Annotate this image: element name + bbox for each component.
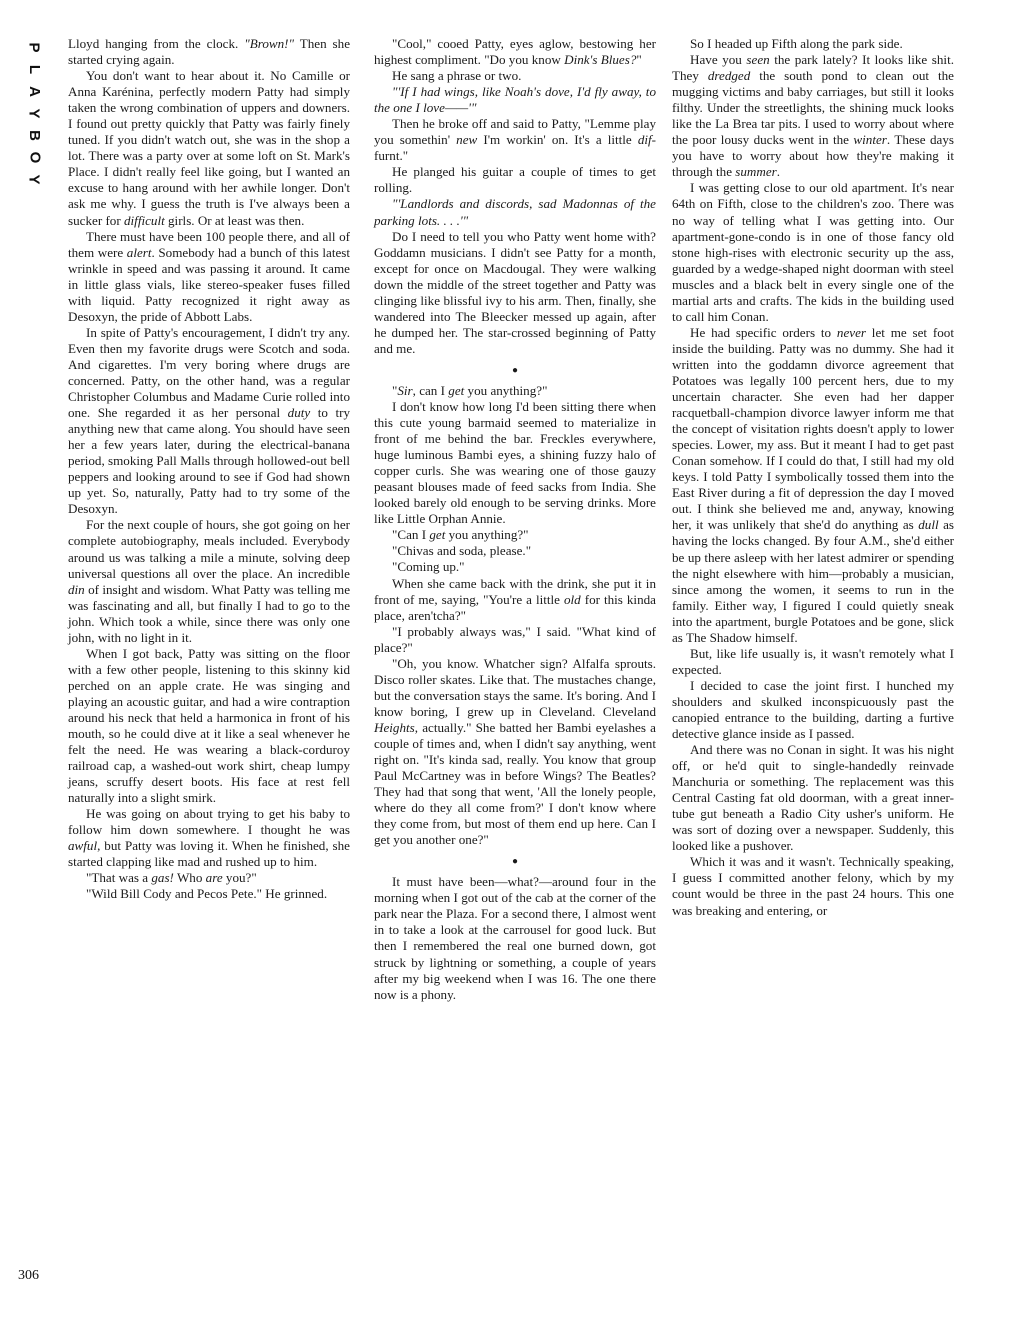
paragraph: "Sir, can I get you anything?" (392, 382, 548, 398)
paragraph: In spite of Patty's encouragement, I didn't try any. Even then my favorite drugs were Scotch and soda. And cigarettes. I'm very boring where drugs are concerned. Patty, on the other hand, was a regular Christopher Columbus and Madame Curie rolled into one. She regarded it as her personal duty to try anything new that came along. You should have seen her a few years later, during the electrical-banana period, smoking Pall Malls through hollowed-out bell peppers and looking around to see if God had shown up yet. So, naturally, Patty had to try some of the Desoxyn. (68, 324, 350, 517)
paragraph: I decided to case the joint first. I hunched my shoulders and skulked inconspicuously past the canopied entrance to the building, darting a furtive detective glance inside as I passed. (672, 677, 954, 742)
page-number: 306 (18, 1268, 39, 1283)
paragraph: "Chivas and soda, please." (392, 543, 532, 559)
paragraph: He had specific orders to never let me set foot inside the building. Patty was no dummy. She had it written into the goddamn divorce agreement that Potatoes was legally 100 percent hers, due to my uncertain character. She even had her dapper racquetball-champion divorce lawyer inform me that the concept of visitation rights doesn't apply to lower species. Lower, my ass. But it meant I had to get past Conan somehow. If I could do that, I still had my old keys. I told Patty I symbolically tossed them into the East River during a fit of depression the day I moved out. I think she believed me and, anyway, knowing her, it was unlikely that she'd do anything as dull as having the locks changed. By four A.M., she'd either be up there asleep with her latest admirer or spending the night elsewhere with him—probably a musician, since among the women, it seems to run in the family. Either way, I figured I could quietly sneak into the apartment, burgle Potatoes and be gone, slick as The Shadow himself. (672, 324, 954, 645)
paragraph: When I got back, Patty was sitting on the floor with a few other people, listening to this skinny kid perched on an apple crate. He was singing and playing an acoustic guitar, and had a wire contraption around his neck that held a harmonica in front of his mouth, so he could dive at it like a seal whenever he felt the need. He was wearing a black-corduroy railroad cap, a washed-out work shirt, cheap lumpy jeans, scruffy desert boots. His face at rest fell naturally into a slight smirk. (68, 645, 350, 806)
paragraph: When she came back with the drink, she put it in front of me, saying, "You're a little old for this kinda place, aren'tcha?" (374, 575, 656, 623)
text-column-1 (68, 36, 350, 903)
paragraph: "'Landlords and discords, sad Madonnas of the parking lots. . . .'" (374, 196, 656, 228)
paragraph: It must have been—what?—around four in the morning when I got out of the cab at the corner of the park near the Plaza. For a second there, I almost went in to take a look at the carrousel for good luck. But then I remembered the real one burned down, got struck by lightning or something, a couple of years after my big weekend when I was 16. The one there now is a phony. (374, 874, 656, 1002)
paragraph: "'If I had wings, like Noah's dove, I'd fly away, to the one I love——'" (374, 84, 656, 116)
paragraph: "Oh, you know. Whatcher sign? Alfalfa sprouts. Disco roller skates. Like that. The mustaches change, but the conversation stays the same. It's boring. And I know boring, I grew up in Cleveland. Cleveland Heights, actually." She batted her Bambi eyelashes a couple of times and, when I didn't say anything, went right on. "It's kinda sad, really. You know that group Paul McCartney was in before Wings? The Beatles? They had that song that went, 'All the lonely people, where do they all come from?' I don't know where they come from, but most of them end up here. Can I get you another one?" (374, 655, 656, 848)
paragraph: "Cool," cooed Patty, eyes aglow, bestowing her highest compliment. "Do you know Dink's Blues?" (374, 36, 656, 68)
paragraph: I don't know how long I'd been sitting there when this cute young barmaid seemed to materialize in front of me behind the bar. Freckles everywhere, huge luminous Bambi eyes, a shining fuzzy halo of copper curls. She was wearing one of those gauzy peasant blouses made of feed sacks from India. She looked barely old enough to be serving drinks. More like Little Orphan Annie. (374, 398, 656, 527)
paragraph: For the next couple of hours, she got going on her complete autobiography, meals included. Everybody around us was talking a mile a minute, solving deep universal questions all over the place. An incredible din of insight and wisdom. What Patty was telling me was fascinating and all, but finally I had to go to the john. Which took a while, since there was only one john, with no light in it. (68, 517, 350, 645)
text-column-2 (374, 36, 656, 1003)
section-break-bullet (374, 365, 656, 377)
masthead-letter: B (26, 130, 43, 142)
masthead-letter: Y (25, 108, 43, 120)
paragraph: "Coming up." (392, 559, 465, 575)
masthead-letter: L (25, 64, 43, 76)
paragraph: Which it was and it wasn't. Technically speaking, I guess I committed another felony, which by my count would be three in the past 24 hours. This one was breaking and entering, or (672, 854, 954, 918)
paragraph: Then he broke off and said to Patty, "Lemme play you somethin' new I'm workin' on. It's a little dif-furnt." (374, 116, 657, 164)
paragraph: He sang a phrase or two. (392, 68, 522, 84)
paragraph: Have you seen the park lately? It looks like shit. They dredged the south pond to clean out the mugging victims and baby carriages, but still it looks filthy. Under the streetlights, the shining muck looks like the La Brea tar pits. I used to worry about where the poor lousy ducks went in the winter. These days you have to worry about how they're making it through the summer. (672, 52, 954, 180)
paragraph: There must have been 100 people there, and all of them were alert. Somebody had a bunch of this latest wrinkle in speed and was passing it around. It came in little glass vials, like stereo-speaker fuses filled with liquid. Patty recognized it right away as Desoxyn, the pride of Abbott Labs. (68, 228, 351, 324)
paragraph: But, like life usually is, it wasn't remotely what I expected. (672, 645, 954, 677)
paragraph: Lloyd hanging from the clock. "Brown!" Then she started crying again. (68, 36, 351, 68)
paragraph: He planged his guitar a couple of times to get rolling. (374, 164, 656, 196)
masthead-letter: Y (25, 174, 43, 186)
paragraph: He was going on about trying to get his baby to follow him down somewhere. I thought he was awful, but Patty was loving it. When he finished, she started clapping like mad and rushed up to him. (68, 806, 350, 870)
paragraph: "Can I get you anything?" (392, 527, 529, 543)
masthead-letter: P (25, 42, 43, 54)
paragraph: "That was a gas! Who are you?" (86, 870, 257, 886)
paragraph: Do I need to tell you who Patty went home with? Goddamn musicians. I didn't see Patty for a month, except for once on Macdougal. They were walking down the middle of the street together and Patty was clinging like blissful ivy to his arm. Then, finally, she wandered into The Bleecker messed up again, after he dumped her. The star-crossed beginning of Patty and me. (374, 228, 656, 356)
masthead-letter: A (26, 86, 43, 98)
paragraph: "Wild Bill Cody and Pecos Pete." He grinned. (86, 886, 328, 902)
masthead-vertical (22, 40, 46, 188)
masthead-letter: O (25, 151, 43, 165)
paragraph: I was getting close to our old apartment. It's near 64th on Fifth, close to the children's zoo. There was no way of telling what I was getting into. Our apartment-gone-condo is in one of those fancy old stone high-rises with electronic security up the ass, guarded by a wedge-shaped night doorman with steel muscles and a black belt in every single one of the martial arts and crafts. The kids in the building used to call him Conan. (672, 180, 954, 324)
paragraph: "I probably always was," I said. "What kind of place?" (374, 623, 656, 655)
paragraph: You don't want to hear about it. No Camille or Anna Karénina, perfectly modern Patty had simply taken the wrong combination of uppers and downers. I found out pretty quickly that Patty was fairly finely tuned. If you didn't watch out, she was in the shop a lot. There was a party over at some loft on St. Mark's Place. I didn't really feel like going, but I wanted an excuse to hang around with her awhile longer. Don't ask me why. I guess the truth is I've always been a sucker for difficult girls. Or at least was then. (68, 68, 350, 228)
paragraph: And there was no Conan in sight. It was his night off, or he'd quit to single-handedly reinvade Manchuria or something. The replacement was this Central Casting fat old doorman, with a great inner-tube gut beneath a Radio City usher's uniform. He was sort of dozing over a newspaper. Suddenly, this looked like a pushover. (672, 742, 954, 854)
section-break-bullet (374, 856, 656, 868)
paragraph: So I headed up Fifth along the park side. (690, 36, 903, 51)
text-column-3 (672, 36, 954, 919)
